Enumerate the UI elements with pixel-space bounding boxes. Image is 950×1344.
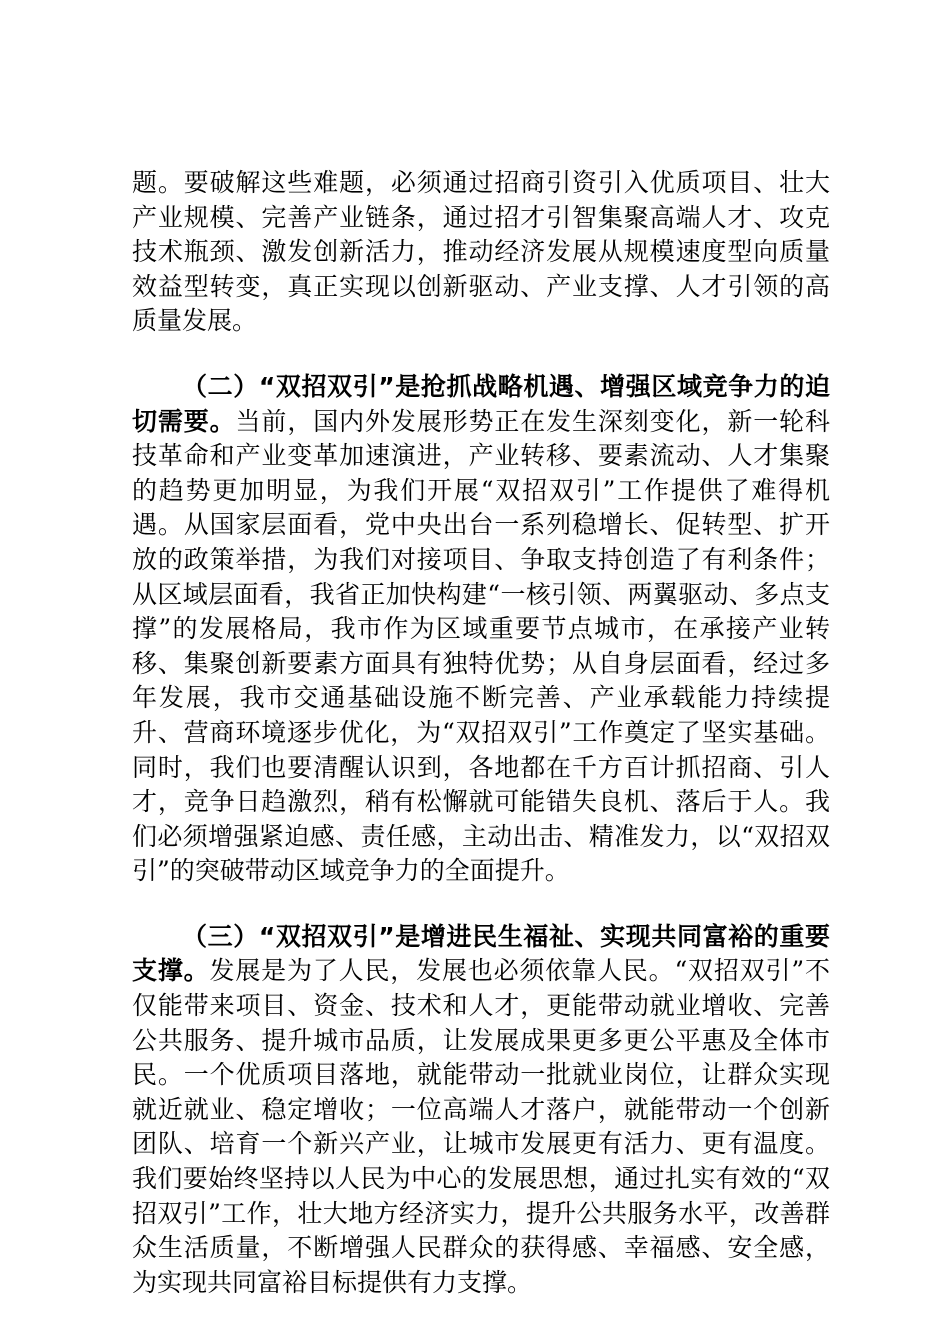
paragraph-section-two — [132, 370, 830, 889]
paragraph-section-three — [132, 920, 830, 1301]
section-two-heading: （二）“双招双引”是抢抓战略机遇、增强区域竞争力的迫切需要。 — [132, 371, 830, 436]
paragraph-continued: 题。要破解这些难题，必须通过招商引资引入优质项目、壮大产业规模、完善产业链条，通过招才引智集聚高端人才、攻克技术瓶颈、激发创新活力，推动经济发展从规模速度型向质量效益型转变，真正实现以创新驱动、产业支撑、人才引领的高质量发展。 — [132, 168, 830, 336]
section-two-body: 当前，国内外发展形势正在发生深刻变化，新一轮科技革命和产业变革加速演进，产业转移、要素流动、人才集聚的趋势更加明显，为我们开展“双招双引”工作提供了难得机遇。从国家层面看，党中央出台一系列稳增长、促转型、扩开放的政策举措，为我们对接项目、争取支持创造了有利条件；从区域层面看，我省正加快构建“一核引领、两翼驱动、多点支撑”的发展格局，我市作为区域重要节点城市，在承接产业转移、集聚创新要素方面具有独特优势；从自身层面看，经过多年发展，我市交通基础设施不断完善、产业承载能力持续提升、营商环境逐步优化，为“双招双引”工作奠定了坚实基础。同时，我们也要清醒认识到，各地都在千方百计抓招商、引人才，竞争日趋激烈，稍有松懈就可能错失良机、落后于人。我们必须增强紧迫感、责任感，主动出击、精准发力，以“双招双引”的突破带动区域竞争力的全面提升。 — [132, 406, 830, 886]
section-three-heading: （三）“双招双引”是增进民生福祉、实现共同富裕的重要支撑。 — [132, 921, 830, 986]
section-three-body: 发展是为了人民，发展也必须依靠人民。“双招双引”不仅能带来项目、资金、技术和人才，更能带动就业增收、完善公共服务、提升城市品质，让发展成果更多更公平惠及全体市民。一个优质项目落地，就能带动一批就业岗位，让群众实现就近就业、稳定增收；一位高端人才落户，就能带动一个创新团队、培育一个新兴产业，让城市发展更有活力、更有温度。我们要始终坚持以人民为中心的发展思想，通过扎实有效的“双招双引”工作，壮大地方经济实力，提升公共服务水平，改善群众生活质量，不断增强人民群众的获得感、幸福感、安全感，为实现共同富裕目标提供有力支撑。 — [132, 956, 830, 1297]
document-body — [132, 166, 830, 1300]
